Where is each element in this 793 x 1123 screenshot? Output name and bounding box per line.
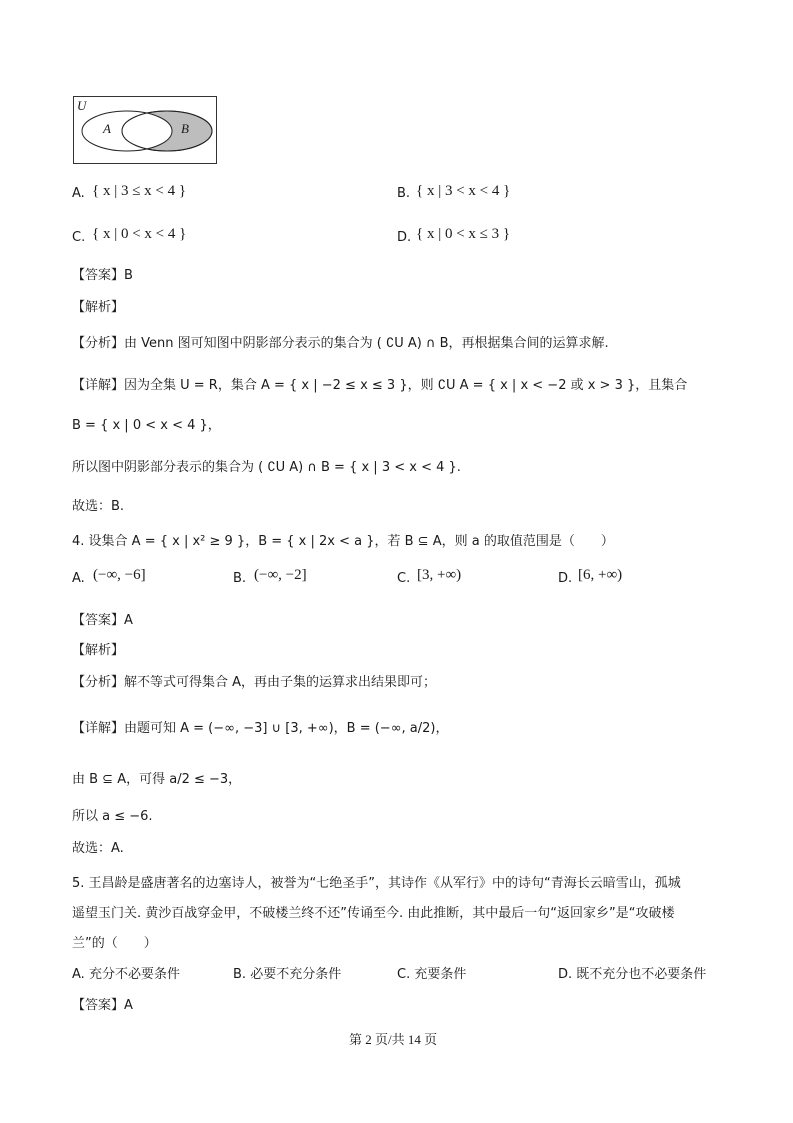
q4-option-b-letter: B. (233, 571, 247, 586)
q3-conclusion: 故选：B. (72, 499, 125, 514)
q4-option-c-text: [3, +∞) (417, 567, 462, 583)
q5-option-d (558, 963, 706, 982)
q4-option-b-text: (−∞, −2] (254, 567, 307, 583)
q3-xiangjie-line3: 所以图中阴影部分表示的集合为 ( ∁U A) ∩ B = { x | 3 < x < 4 }. (72, 460, 461, 475)
page-footer: 第 2 页/共 14 页 (349, 1032, 438, 1047)
q5-stem-line2: 遥望玉门关. 黄沙百战穿金甲，不破楼兰终不还”传诵至今. 由此推断，其中最后一句“返回家乡”是“攻破楼 (72, 906, 675, 921)
q3-option-d-letter: D. (397, 230, 412, 245)
q3-option-c-letter: C. (72, 230, 86, 245)
q5-stem-line1: 5. 王昌龄是盛唐著名的边塞诗人，被誉为“七绝圣手”，其诗作《从军行》中的诗句“青海长云暗雪山，孤城 (72, 876, 681, 891)
q5-option-b (233, 963, 341, 982)
venn-universe-label: U (77, 98, 87, 113)
q3-fenxi: 【分析】由 Venn 图可知图中阴影部分表示的集合为 ( ∁U A) ∩ B，再根据集合间的运算求解. (72, 336, 609, 351)
q4-option-a-letter: A. (72, 571, 85, 586)
q4-stem: 4. 设集合 A = { x | x² ≥ 9 }，B = { x | 2x < a }，若 B ⊆ A，则 a 的取值范围是（ ） (72, 534, 614, 549)
q4-analysis-label: 【解析】 (72, 643, 125, 658)
q3-option-c-text: { x | 0 < x < 4 } (92, 226, 187, 242)
q3-option-d-text: { x | 0 < x ≤ 3 } (416, 226, 511, 242)
q3-answer: 【答案】B (72, 268, 133, 283)
q4-conclusion: 故选：A. (72, 841, 124, 856)
q3-xiangjie-line2: B = { x | 0 < x < 4 }， (72, 418, 221, 433)
q5-option-a-letter: A. (72, 967, 85, 982)
q5-option-d-letter: D. (558, 967, 573, 982)
q5-option-c-letter: C. (397, 967, 411, 982)
q5-option-b-letter: B. (233, 967, 247, 982)
q4-xiangjie-line3: 所以 a ≤ −6. (72, 809, 153, 824)
q4-fenxi: 【分析】解不等式可得集合 A，再由子集的运算求出结果即可； (72, 675, 437, 690)
q5-option-b-text: 必要不充分条件 (250, 967, 342, 982)
q4-option-c-letter: C. (397, 571, 411, 586)
q5-option-c-text: 充要条件 (414, 967, 467, 982)
q5-option-d-text: 既不充分也不必要条件 (576, 967, 707, 982)
q4-xiangjie-line2: 由 B ⊆ A，可得 a/2 ≤ −3， (72, 772, 242, 787)
q3-option-b-text: { x | 3 < x < 4 } (416, 183, 511, 199)
q3-analysis-label: 【解析】 (72, 300, 125, 315)
venn-set-b-label: B (181, 121, 189, 136)
q3-option-a-text: { x | 3 ≤ x < 4 } (92, 183, 187, 199)
q5-option-c (397, 963, 466, 982)
q5-option-a (72, 963, 180, 982)
q4-option-d-text: [6, +∞) (578, 567, 623, 583)
q5-answer: 【答案】A (72, 998, 133, 1013)
q3-option-b-letter: B. (397, 186, 411, 201)
q4-xiangjie-line1: 【详解】由题可知 A = (−∞, −3] ∪ [3, +∞)，B = (−∞, a/2)， (72, 721, 449, 736)
venn-set-a-label: A (103, 121, 111, 136)
q4-option-a-text: (−∞, −6] (93, 567, 146, 583)
q5-stem-line3: 兰”的（ ） (72, 936, 157, 951)
venn-svg (74, 97, 216, 163)
venn-diagram (73, 96, 217, 164)
q3-xiangjie-line1: 【详解】因为全集 U = R，集合 A = { x | −2 ≤ x ≤ 3 }，则 ∁U A = { x | x < −2 或 x > 3 }，且集合 (72, 378, 688, 393)
q5-option-a-text: 充分不必要条件 (88, 967, 180, 982)
q4-option-d-letter: D. (558, 571, 573, 586)
q3-option-a-letter: A. (72, 186, 85, 201)
q4-answer: 【答案】A (72, 613, 133, 628)
